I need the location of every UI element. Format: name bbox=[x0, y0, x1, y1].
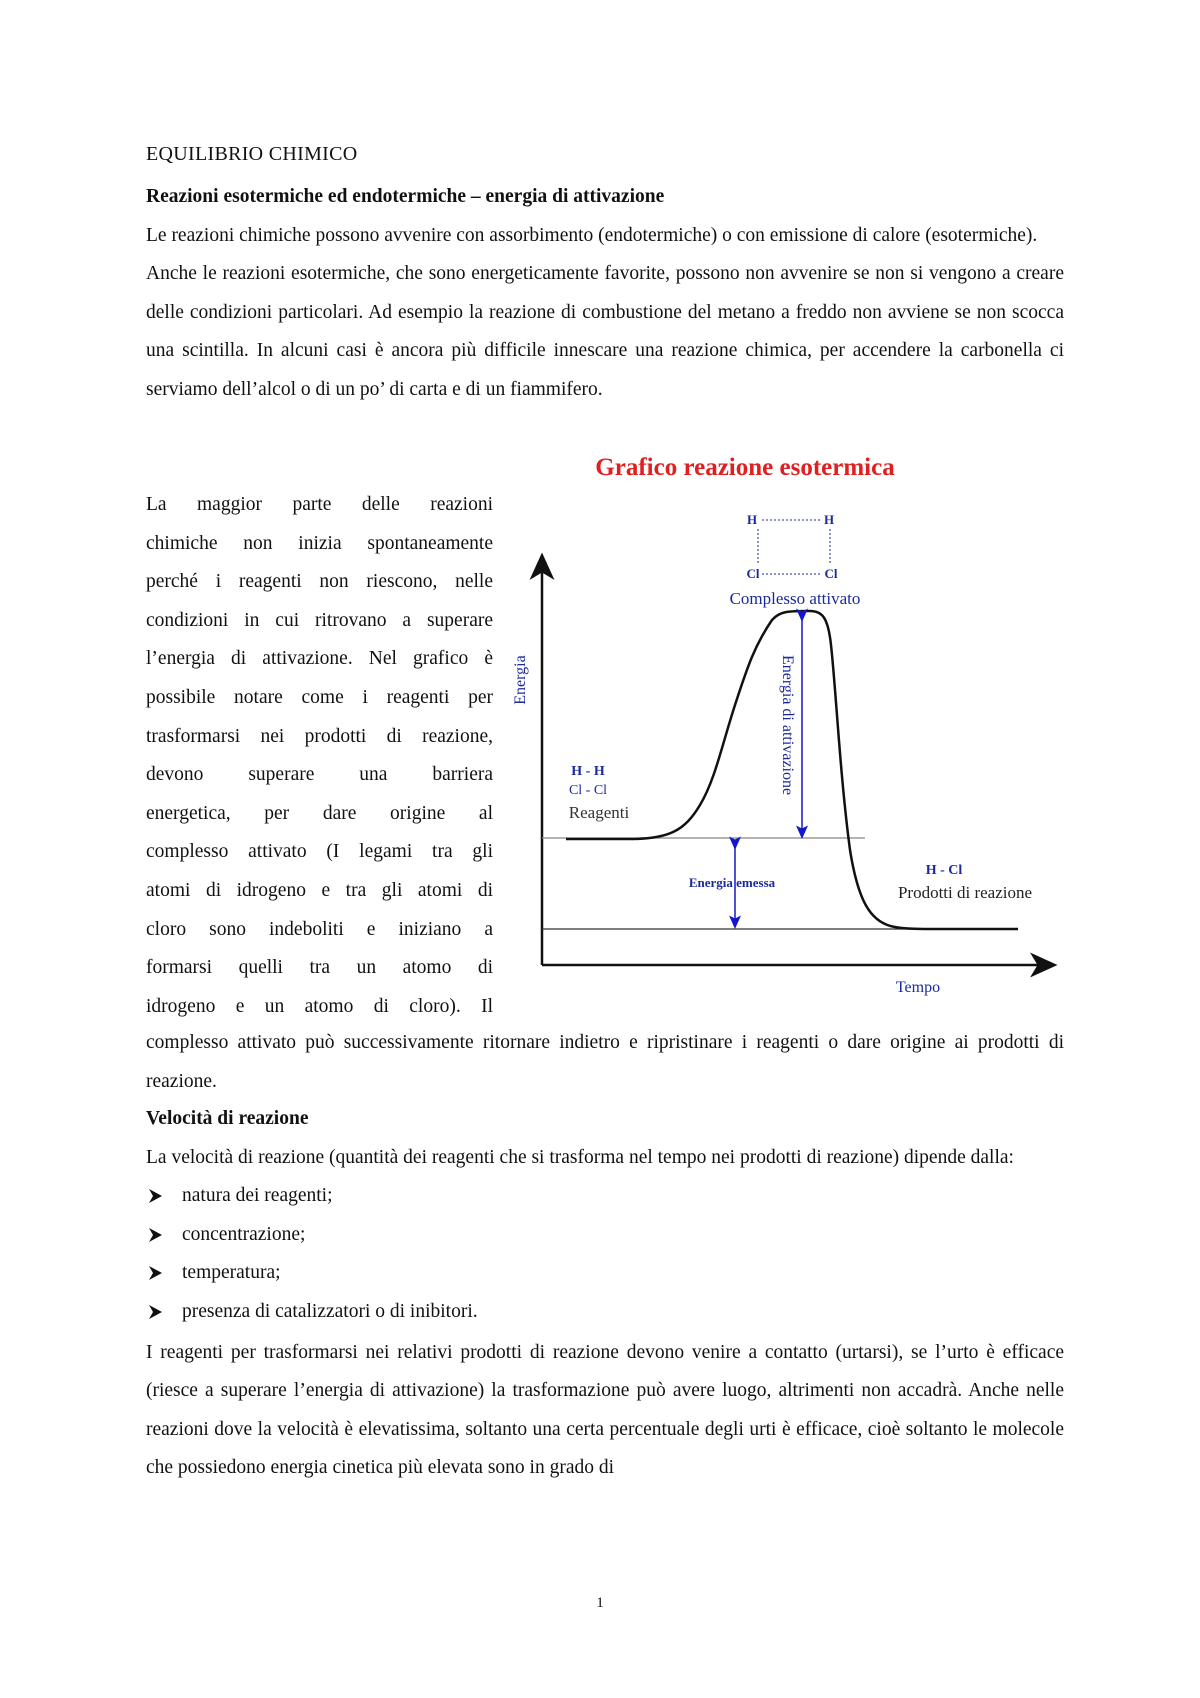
wrapped-line: formarsi quelli tra un atomo di bbox=[146, 957, 493, 979]
velocity-block bbox=[146, 1100, 1064, 1488]
wrapped-line: devono superare una barriera bbox=[146, 764, 493, 786]
exothermic-reaction-figure bbox=[510, 455, 1070, 1005]
products-bond-hcl: H - Cl bbox=[925, 863, 963, 878]
list-item bbox=[146, 1177, 1064, 1216]
page-number: 1 bbox=[596, 1595, 604, 1611]
wrapped-line: cloro sono indeboliti e iniziano a bbox=[146, 918, 493, 940]
list-item bbox=[146, 1293, 1064, 1332]
products-label: Prodotti di reazione bbox=[897, 883, 1033, 902]
list-item bbox=[146, 1254, 1064, 1293]
wrapped-line: atomi di idrogeno e tra gli atomi di bbox=[146, 879, 493, 901]
wrapped-line: trasformarsi nei prodotti di reazione, bbox=[146, 725, 493, 747]
body-block-2 bbox=[146, 1024, 1064, 1101]
wrapped-line: chimiche non inizia spontaneamente bbox=[146, 532, 493, 554]
section-title-reazioni: Reazioni esotermiche ed endotermiche – energia di attivazione bbox=[146, 186, 665, 207]
reagents-label: Reagenti bbox=[568, 803, 630, 822]
paragraph-urti: I reagenti per trasformarsi nei relativi prodotti di reazione devono venire a contatto (urtarsi), se l’urto è efficace (riesce a superare l’energia di attivazione) la trasformazione può avere luogo, altrimenti non accadrà. Anche nelle reazioni dove la velocità è elevatissima, soltanto una certa percentuale degli urti è efficace, cioè soltanto le molecole che possiedono energia cinetica più elevata sono in grado di bbox=[146, 1341, 1064, 1479]
paragraph-esotermiche: Anche le reazioni esotermiche, che sono energeticamente favorite, possono non avvenire se non si vengono a creare delle condizioni particolari. Ad esempio la reazione di combustione del metano a freddo non avviene se non scocca una scintilla. In alcuni casi è ancora più difficile innescare una reazione chimica, per accendere la carbonella ci serviamo dell’alcol o di un po’ di carta e di un fiammifero. bbox=[146, 263, 1064, 400]
figure-svg bbox=[510, 455, 1070, 1005]
emitted-energy-label: Energia emessa bbox=[688, 875, 776, 890]
wrapped-line: l’energia di attivazione. Nel grafico è bbox=[146, 648, 493, 670]
reagents-bond-hh: H - H bbox=[571, 764, 605, 779]
arrowhead-bullet-icon bbox=[146, 1254, 166, 1292]
complex-cl-right: Cl bbox=[824, 566, 838, 581]
wrapped-line: energetica, per dare origine al bbox=[146, 802, 493, 824]
bullet-text: concentrazione; bbox=[182, 1223, 306, 1245]
complex-h-right: H bbox=[823, 512, 835, 527]
wrapped-line: La maggior parte delle reazioni bbox=[146, 494, 493, 515]
section-title-velocita: Velocità di reazione bbox=[146, 1108, 309, 1129]
activation-energy-label: Energia di attivazione bbox=[779, 654, 796, 796]
complex-label: Complesso attivato bbox=[729, 589, 861, 608]
bullet-text: presenza di catalizzatori o di inibitori. bbox=[182, 1300, 478, 1322]
bullet-list bbox=[146, 1177, 1064, 1331]
wrapped-paragraph-column bbox=[146, 486, 493, 1026]
paragraph-complex-tail: complesso attivato può successivamente ritornare indietro e ripristinare i reagenti o dare origine ai prodotti di reazione. bbox=[146, 1032, 1064, 1092]
complex-cl-left: Cl bbox=[746, 566, 760, 581]
wrapped-line: idrogeno e un atomo di cloro). Il bbox=[146, 995, 493, 1017]
bullet-text: natura dei reagenti; bbox=[182, 1185, 333, 1207]
arrowhead-bullet-icon bbox=[146, 1293, 166, 1331]
wrapped-line: condizioni in cui ritrovano a superare bbox=[146, 609, 493, 631]
activated-complex-diagram bbox=[730, 512, 861, 608]
wrapped-line: complesso attivato (I legami tra gli bbox=[146, 841, 493, 863]
intro-block bbox=[146, 178, 1064, 410]
bullet-text: temperatura; bbox=[182, 1262, 281, 1284]
paragraph-velocita: La velocità di reazione (quantità dei reagenti che si trasforma nel tempo nei prodotti di reazione) dipende dalla: bbox=[146, 1146, 1014, 1168]
complex-h-left: H bbox=[746, 512, 758, 527]
arrowhead-bullet-icon bbox=[146, 1177, 166, 1215]
figure-title: Grafico reazione esotermica bbox=[595, 455, 895, 481]
list-item bbox=[146, 1216, 1064, 1255]
document-title: EQUILIBRIO CHIMICO bbox=[146, 143, 358, 165]
wrapped-line: possibile notare come i reagenti per bbox=[146, 686, 493, 708]
reagents-bond-clcl: Cl - Cl bbox=[568, 783, 608, 798]
x-axis-label: Tempo bbox=[895, 979, 941, 996]
wrapped-line: perché i reagenti non riescono, nelle bbox=[146, 571, 493, 593]
arrowhead-bullet-icon bbox=[146, 1216, 166, 1254]
y-axis-label: Energia bbox=[512, 655, 529, 705]
paragraph-endo-eso: Le reazioni chimiche possono avvenire con assorbimento (endotermiche) o con emissione di calore (esotermiche). bbox=[146, 224, 1038, 246]
